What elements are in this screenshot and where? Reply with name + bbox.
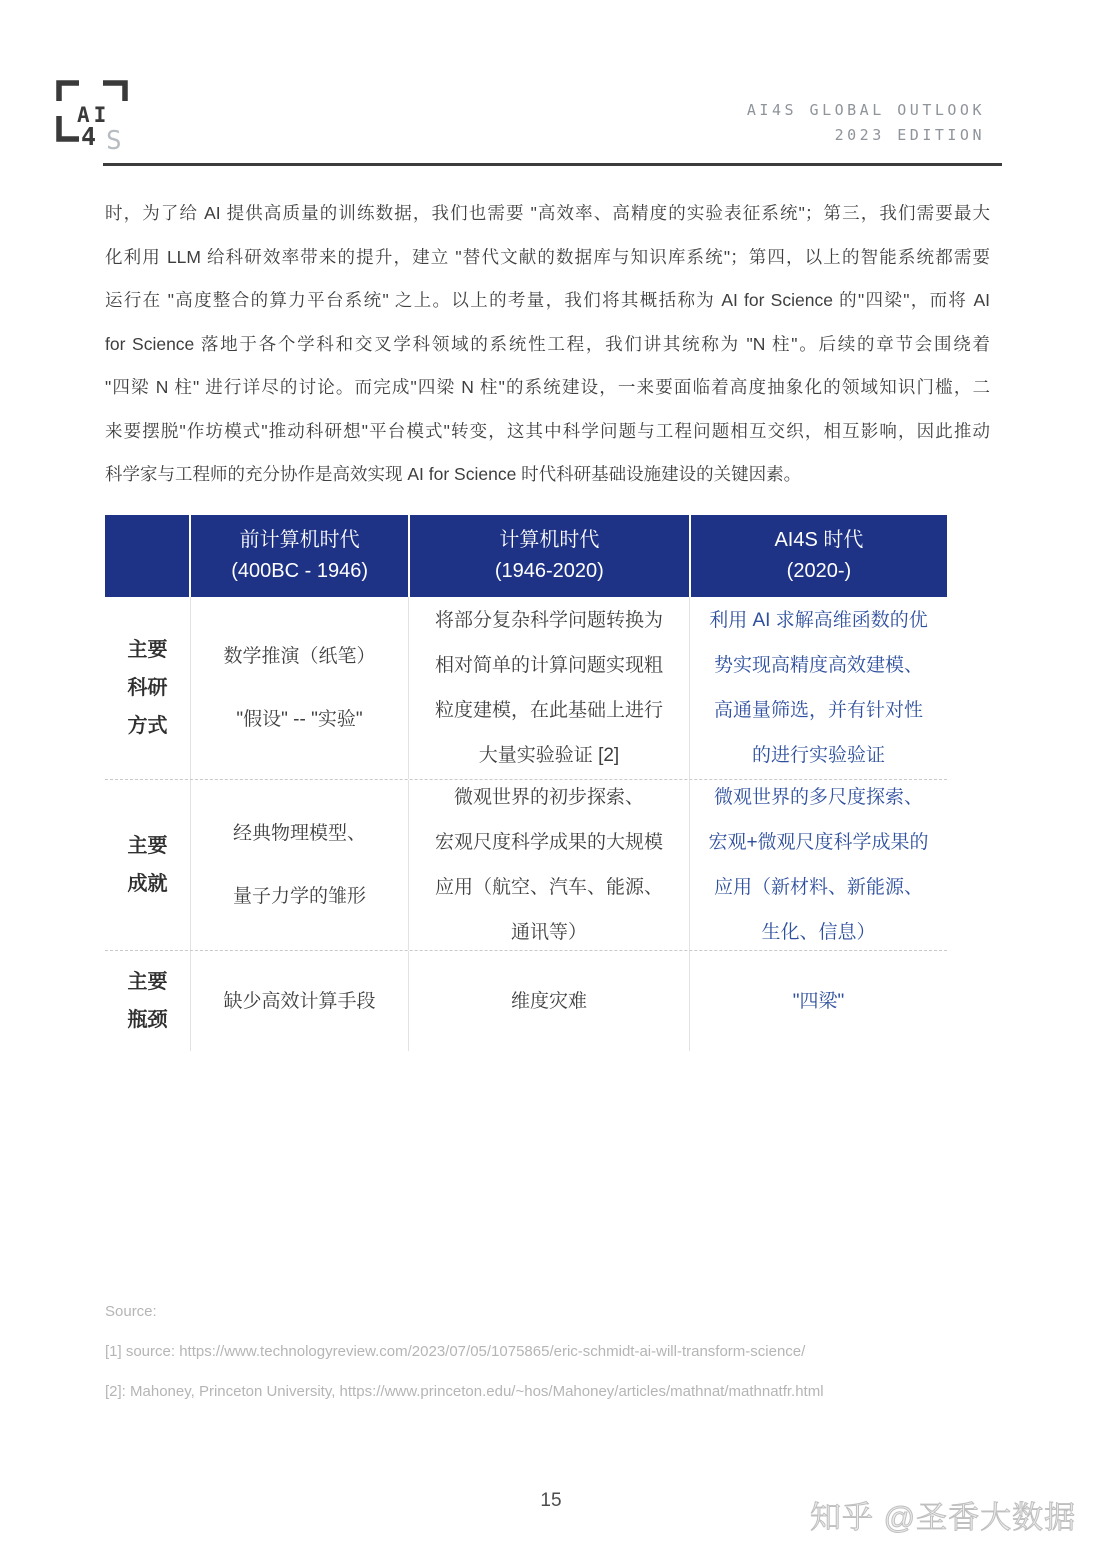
table-cell xyxy=(190,597,408,779)
era-table-header xyxy=(105,515,947,597)
cell-line: 微观世界的初步探索、 xyxy=(453,787,644,808)
table-cell xyxy=(689,597,947,779)
header-title: AI4S 时代 xyxy=(774,529,864,551)
header-subtitle: (1946-2020) xyxy=(494,560,604,582)
header-title: 前计算机时代 xyxy=(239,529,360,551)
header-subtitle: (2020-) xyxy=(786,560,852,582)
paragraph-line: "四梁 N 柱" 进行详尽的讨论。而完成"四梁 N 柱"的系统建设，一来要面临着高度抽象化的领域知识门槛，二 xyxy=(105,377,990,397)
cell-line: "假设" -- "实验" xyxy=(236,709,363,730)
row-label xyxy=(105,597,190,779)
paragraph-line: 来要摆脱"作坊模式"推动科研想"平台模式"转变，这其中科学问题与工程问题相互交织，相互影响，因此推动 xyxy=(105,420,990,441)
cell-line: 微观世界的多尺度探索、 xyxy=(713,787,923,808)
table-row xyxy=(105,950,947,1051)
logo-letters-ai: AI xyxy=(77,103,111,127)
cell-line: 粒度建模，在此基础上进行 xyxy=(434,700,663,721)
table-row xyxy=(105,597,947,779)
table-cell xyxy=(689,951,947,1051)
cell-line: 经典物理模型、 xyxy=(232,823,366,844)
cell-line: 宏观尺度科学成果的大规模 xyxy=(434,832,663,853)
cell-line: 势实现高精度高效建模、 xyxy=(713,655,923,676)
paragraph-line: 时，为了给 AI 提供高质量的训练数据，我们也需要 "高效率、高精度的实验表征系统"；第三，我们需要最大 xyxy=(105,203,990,223)
cell-line: 应用（新材料、新能源、 xyxy=(713,877,923,898)
header-title: 计算机时代 xyxy=(499,529,600,551)
paragraph-line: 运行在 "高度整合的算力平台系统" 之上。以上的考量，我们将其概括称为 AI for Science 的"四梁"，而将 AI xyxy=(105,290,990,310)
paragraph-line: 化利用 LLM 给科研效率带来的提升，建立 "替代文献的数据库与知识库系统"；第四，以上的智能系统都需要 xyxy=(105,246,990,267)
page-number: 15 xyxy=(540,1490,562,1511)
header-cell-ai4s-era xyxy=(689,515,947,597)
row-label-line: 瓶颈 xyxy=(127,1009,168,1031)
row-label-line: 主要 xyxy=(127,639,168,661)
cell-line: 的进行实验验证 xyxy=(751,745,885,766)
cell-line: "四梁" xyxy=(792,990,845,1012)
row-label-line: 主要 xyxy=(127,835,168,857)
watermark: 知乎 @圣香大数据 xyxy=(810,1500,1077,1535)
row-label-line: 成就 xyxy=(127,873,168,895)
row-label xyxy=(105,951,190,1051)
header-rule xyxy=(103,163,1002,166)
report-masthead xyxy=(747,98,985,148)
table-row xyxy=(105,779,947,950)
logo-digit-4: 4 xyxy=(81,122,97,151)
paragraph-line: 科学家与工程师的充分协作是高效实现 AI for Science 时代科研基础设施建设的关键因素。 xyxy=(105,464,802,484)
logo-bracket-bottom-left xyxy=(59,116,79,139)
cell-line: 利用 AI 求解高维函数的优 xyxy=(709,610,928,631)
logo-letter-s: S xyxy=(106,126,122,154)
era-table-body xyxy=(105,597,947,1051)
cell-line: 高通量筛选，并有针对性 xyxy=(713,700,923,721)
source-entry: [1] source: https://www.technologyreview.com/2023/07/05/1075865/eric-schmidt-ai-will-transform-science/ xyxy=(105,1343,806,1360)
table-cell xyxy=(408,780,689,950)
cell-line: 将部分复杂科学问题转换为 xyxy=(434,610,663,631)
row-label xyxy=(105,780,190,950)
row-label-line: 科研 xyxy=(127,677,168,699)
ai4s-logo-graphic xyxy=(52,76,144,154)
cell-line: 生化、信息） xyxy=(761,922,876,943)
row-label-line: 主要 xyxy=(127,971,168,993)
logo-bracket-top-left xyxy=(59,83,79,101)
source-heading: Source: xyxy=(105,1303,157,1320)
source-entry: [2]: Mahoney, Princeton University, https://www.princeton.edu/~hos/Mahoney/articles/mathnat/mathnatfr.html xyxy=(105,1383,824,1400)
cell-line: 大量实验验证 [2] xyxy=(478,745,620,766)
paragraph-line: for Science 落地于各个学科和交叉学科领域的系统性工程，我们讲其统称为 "N 柱"。后续的章节会围绕着 xyxy=(105,333,990,354)
cell-line: 缺少高效计算手段 xyxy=(223,990,376,1012)
intro-paragraph xyxy=(105,192,990,497)
cell-line: 相对简单的计算问题实现粗 xyxy=(434,655,663,676)
cell-line: 宏观+微观尺度科学成果的 xyxy=(708,832,929,853)
cell-line: 数学推演（纸笔） xyxy=(223,646,376,667)
cell-line: 维度灾难 xyxy=(510,990,587,1012)
table-cell xyxy=(408,951,689,1051)
row-label-line: 方式 xyxy=(127,715,168,737)
logo-bracket-top-right xyxy=(103,83,125,101)
ai4s-logo xyxy=(52,76,144,159)
table-cell xyxy=(689,780,947,950)
header-cell-empty xyxy=(105,515,189,597)
table-cell xyxy=(190,780,408,950)
header-cell-precomputer-era xyxy=(189,515,407,597)
header-subtitle: (400BC - 1946) xyxy=(231,560,368,582)
cell-line: 应用（航空、汽车、能源、 xyxy=(434,877,663,898)
source-section xyxy=(105,1292,824,1412)
table-cell xyxy=(408,597,689,779)
masthead-title-line1: AI4S GLOBAL OUTLOOK xyxy=(746,101,985,119)
header-cell-computer-era xyxy=(408,515,689,597)
era-comparison-table xyxy=(105,515,947,1051)
cell-line: 量子力学的雏形 xyxy=(232,886,366,907)
table-cell xyxy=(190,951,408,1051)
cell-line: 通讯等） xyxy=(510,922,587,943)
masthead-title-line2: 2023 EDITION xyxy=(834,126,985,144)
